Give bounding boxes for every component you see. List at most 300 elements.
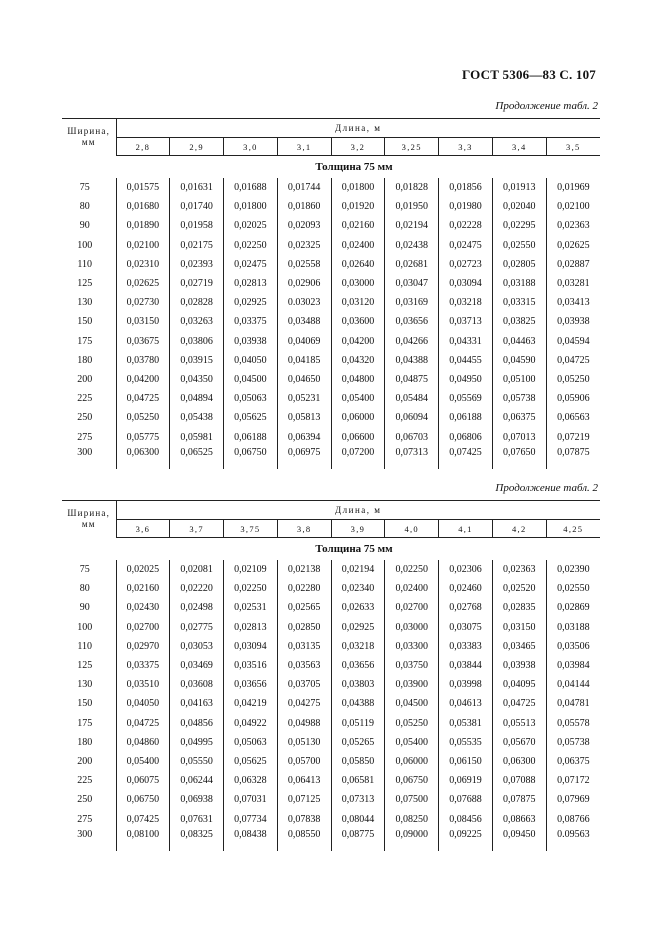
volume-cell: 0,01800 — [224, 197, 278, 216]
volume-cell: 0,04185 — [277, 351, 331, 370]
width-cell: 300 — [77, 446, 93, 458]
volume-cell: 0,02400 — [385, 579, 439, 598]
volume-cell: 0,07875 — [546, 447, 600, 469]
length-value-header: 3,9 — [331, 520, 385, 538]
table-row — [62, 197, 600, 216]
length-value-header: 2,8 — [116, 138, 170, 156]
width-cell: 200 — [77, 373, 93, 385]
length-header: Длина, м — [116, 119, 600, 138]
width-cell: 175 — [77, 335, 93, 347]
volume-cell: 0,04388 — [331, 694, 385, 713]
volume-cell: 0,06938 — [170, 790, 224, 809]
volume-cell: 0,04725 — [546, 351, 600, 370]
volume-cell: 0,03938 — [546, 312, 600, 331]
volume-cell: 0,07313 — [385, 447, 439, 469]
volume-cell: 0,02805 — [492, 255, 546, 274]
volume-cell: 0,07969 — [546, 790, 600, 809]
volume-cell: 0,02194 — [385, 216, 439, 235]
width-cell: 80 — [79, 201, 90, 213]
volume-cell: 0,06328 — [224, 771, 278, 790]
table-row — [62, 178, 600, 197]
table-row — [62, 656, 600, 675]
volume-cell: 0,05400 — [385, 733, 439, 752]
width-cell: 90 — [79, 602, 90, 614]
table-row — [62, 579, 600, 598]
volume-cell: 0,03713 — [439, 312, 493, 331]
width-cell: 225 — [77, 393, 93, 405]
volume-cell: 0,03094 — [439, 274, 493, 293]
volume-cell: 0,01969 — [546, 178, 600, 197]
volume-cell: 0,03563 — [277, 656, 331, 675]
volume-cell: 0,09000 — [385, 829, 439, 851]
volume-cell: 0,08250 — [385, 809, 439, 828]
table-row — [62, 771, 600, 790]
volume-cell: 0,04350 — [170, 370, 224, 389]
volume-cell: 0,05438 — [170, 408, 224, 427]
volume-cell: 0,03656 — [331, 656, 385, 675]
volume-cell: 0,06188 — [224, 427, 278, 446]
volume-cell: 0,04725 — [116, 389, 170, 408]
volume-cell: 0,02025 — [116, 560, 170, 579]
volume-cell: 0,02835 — [492, 598, 546, 617]
volume-cell: 0,04725 — [116, 714, 170, 733]
table-row — [62, 809, 600, 828]
table-row — [62, 216, 600, 235]
table-row — [62, 714, 600, 733]
width-cell: 130 — [77, 679, 93, 691]
length-value-header: 3,1 — [277, 138, 331, 156]
volume-cell: 0,02363 — [546, 216, 600, 235]
volume-cell: 0,03150 — [116, 312, 170, 331]
table-row — [62, 790, 600, 809]
table-row — [62, 293, 600, 312]
volume-cell: 0,03938 — [224, 332, 278, 351]
table-row — [62, 637, 600, 656]
volume-cell: 0,05484 — [385, 389, 439, 408]
volume-cell: 0,02295 — [492, 216, 546, 235]
volume-cell: 0,06000 — [331, 408, 385, 427]
volume-cell: 0,06563 — [546, 408, 600, 427]
width-cell: 180 — [77, 736, 93, 748]
volume-cell: 0,06581 — [331, 771, 385, 790]
length-value-header: 3,0 — [224, 138, 278, 156]
volume-cell: 0,01920 — [331, 197, 385, 216]
width-cell: 275 — [77, 813, 93, 825]
table-row — [62, 312, 600, 331]
volume-cell: 0,06375 — [492, 408, 546, 427]
volume-cell: 0,02906 — [277, 274, 331, 293]
volume-cell: 0,02565 — [277, 598, 331, 617]
volume-cell: 0,04163 — [170, 694, 224, 713]
volume-cell: 0,03900 — [385, 675, 439, 694]
volume-cell: 0,05775 — [116, 427, 170, 446]
volume-cell: 0,05119 — [331, 714, 385, 733]
volume-cell: 0,08550 — [277, 829, 331, 851]
length-value-header: 3,8 — [277, 520, 331, 538]
volume-cell: 0,02625 — [546, 236, 600, 255]
volume-cell: 0,06244 — [170, 771, 224, 790]
volume-cell: 0,04200 — [331, 332, 385, 351]
volume-cell: 0,05063 — [224, 733, 278, 752]
volume-cell: 0,04455 — [439, 351, 493, 370]
volume-cell: 0,05100 — [492, 370, 546, 389]
volume-cell: 0,02460 — [439, 579, 493, 598]
volume-cell: 0,05578 — [546, 714, 600, 733]
volume-cell: 0,03135 — [277, 637, 331, 656]
volume-cell: 0,02438 — [385, 236, 439, 255]
volume-cell: 0,02310 — [116, 255, 170, 274]
volume-cell: 0,02550 — [492, 236, 546, 255]
volume-cell: 0,02138 — [277, 560, 331, 579]
volume-cell: 0,03984 — [546, 656, 600, 675]
width-cell: 225 — [77, 775, 93, 787]
volume-cell: 0,08775 — [331, 829, 385, 851]
volume-cell: 0,05700 — [277, 752, 331, 771]
volume-cell: 0,04781 — [546, 694, 600, 713]
volume-cell: 0,05813 — [277, 408, 331, 427]
volume-cell: 0,08044 — [331, 809, 385, 828]
volume-cell: 0,07031 — [224, 790, 278, 809]
volume-cell: 0,01958 — [170, 216, 224, 235]
volume-cell: 0,04275 — [277, 694, 331, 713]
volume-cell: 0,02325 — [277, 236, 331, 255]
width-cell: 200 — [77, 755, 93, 767]
volume-cell: 0,09450 — [492, 829, 546, 851]
volume-cell: 0,06750 — [116, 790, 170, 809]
length-value-header: 4,25 — [546, 520, 600, 538]
volume-cell: 0,03656 — [224, 675, 278, 694]
volume-cell: 0,02531 — [224, 598, 278, 617]
volume-cell: 0,04050 — [116, 694, 170, 713]
volume-cell: 0,03516 — [224, 656, 278, 675]
volume-cell: 0,05981 — [170, 427, 224, 446]
volume-cell: 0,04860 — [116, 733, 170, 752]
volume-cell: 0,04590 — [492, 351, 546, 370]
volume-cell: 0,03488 — [277, 312, 331, 331]
volume-cell: 0,03150 — [492, 618, 546, 637]
volume-cell: 0,02220 — [170, 579, 224, 598]
volume-cell: 0,01860 — [277, 197, 331, 216]
volume-cell: 0,07425 — [439, 447, 493, 469]
volume-cell: 0,04500 — [385, 694, 439, 713]
volume-cell: 0,06375 — [546, 752, 600, 771]
volume-cell: 0,02775 — [170, 618, 224, 637]
volume-cell: 0,04725 — [492, 694, 546, 713]
volume-cell: 0,06919 — [439, 771, 493, 790]
length-value-header: 4,1 — [439, 520, 493, 538]
volume-cell: 0,06750 — [224, 447, 278, 469]
volume-cell: 0,02550 — [546, 579, 600, 598]
volume-cell: 0,05535 — [439, 733, 493, 752]
volume-cell: 0,07125 — [277, 790, 331, 809]
volume-cell: 0,03300 — [385, 637, 439, 656]
volume-cell: 0,06750 — [385, 771, 439, 790]
volume-cell: 0,01688 — [224, 178, 278, 197]
volume-cell: 0,05569 — [439, 389, 493, 408]
volume-cell: 0,05625 — [224, 752, 278, 771]
volume-cell: 0,07631 — [170, 809, 224, 828]
width-cell: 90 — [79, 220, 90, 232]
width-cell: 150 — [77, 698, 93, 710]
volume-cell: 0,07219 — [546, 427, 600, 446]
volume-cell: 0,06075 — [116, 771, 170, 790]
volume-cell: 0,03383 — [439, 637, 493, 656]
volume-cell: 0,03188 — [546, 618, 600, 637]
volume-cell: 0,08438 — [224, 829, 278, 851]
table-row — [62, 675, 600, 694]
continuation-note-2: Продолжение табл. 2 — [495, 482, 598, 494]
volume-cell: 0,06094 — [385, 408, 439, 427]
volume-cell: 0,01950 — [385, 197, 439, 216]
volume-cell: 0,02719 — [170, 274, 224, 293]
volume-cell: 0,05231 — [277, 389, 331, 408]
volume-cell: 0,03469 — [170, 656, 224, 675]
volume-cell: 0,02723 — [439, 255, 493, 274]
volume-cell: 0,01575 — [116, 178, 170, 197]
volume-cell: 0,03803 — [331, 675, 385, 694]
volume-cell: 0,02558 — [277, 255, 331, 274]
length-value-header: 4,2 — [492, 520, 546, 538]
volume-cell: 0,05130 — [277, 733, 331, 752]
volume-cell: 0,05513 — [492, 714, 546, 733]
volume-cell: 0,03938 — [492, 656, 546, 675]
volume-cell: 0,08456 — [439, 809, 493, 828]
volume-cell: 0,02040 — [492, 197, 546, 216]
volume-cell: 0,06703 — [385, 427, 439, 446]
volume-table-2 — [62, 500, 600, 851]
table-row — [62, 274, 600, 293]
volume-cell: 0,08663 — [492, 809, 546, 828]
volume-cell: 0,02250 — [224, 236, 278, 255]
volume-cell: 0,07734 — [224, 809, 278, 828]
volume-cell: 0,02828 — [170, 293, 224, 312]
volume-cell: 0,06300 — [116, 447, 170, 469]
volume-cell: 0,08325 — [170, 829, 224, 851]
volume-cell: 0,05906 — [546, 389, 600, 408]
volume-cell: 0,03600 — [331, 312, 385, 331]
volume-cell: 0,03000 — [385, 618, 439, 637]
volume-cell: 0,03263 — [170, 312, 224, 331]
volume-cell: 0,01980 — [439, 197, 493, 216]
volume-cell: 0,08766 — [546, 809, 600, 828]
volume-cell: 0,02768 — [439, 598, 493, 617]
volume-cell: 0,03608 — [170, 675, 224, 694]
volume-cell: 0,05250 — [385, 714, 439, 733]
table-row — [62, 332, 600, 351]
volume-cell: 0,02700 — [116, 618, 170, 637]
table-row — [62, 598, 600, 617]
volume-cell: 0,01740 — [170, 197, 224, 216]
width-cell: 100 — [77, 239, 93, 251]
volume-cell: 0,02730 — [116, 293, 170, 312]
volume-cell: 0,02228 — [439, 216, 493, 235]
width-cell: 125 — [77, 660, 93, 672]
volume-cell: 0,04894 — [170, 389, 224, 408]
volume-cell: 0,04500 — [224, 370, 278, 389]
volume-cell: 0,01856 — [439, 178, 493, 197]
volume-cell: 0,03218 — [439, 293, 493, 312]
table-row — [62, 236, 600, 255]
volume-cell: 0,02393 — [170, 255, 224, 274]
table-row — [62, 408, 600, 427]
table-row — [62, 618, 600, 637]
volume-cell: 0,05400 — [331, 389, 385, 408]
volume-cell: 0,07313 — [331, 790, 385, 809]
volume-cell: 0,07172 — [546, 771, 600, 790]
volume-cell: 0,03218 — [331, 637, 385, 656]
volume-cell: 0,02475 — [224, 255, 278, 274]
volume-cell: 0,07425 — [116, 809, 170, 828]
volume-cell: 0,08100 — [116, 829, 170, 851]
volume-cell: 0,07200 — [331, 447, 385, 469]
table-row — [62, 389, 600, 408]
width-cell: 300 — [77, 828, 93, 840]
width-cell: 180 — [77, 354, 93, 366]
volume-table-1 — [62, 118, 600, 469]
volume-cell: 0,03825 — [492, 312, 546, 331]
volume-cell: 0,02430 — [116, 598, 170, 617]
volume-cell: 0,05550 — [170, 752, 224, 771]
volume-cell: 0,04200 — [116, 370, 170, 389]
volume-cell: 0,04388 — [385, 351, 439, 370]
volume-cell: 0,05265 — [331, 733, 385, 752]
length-value-header: 3,25 — [385, 138, 439, 156]
table-row — [62, 370, 600, 389]
volume-cell: 0,04095 — [492, 675, 546, 694]
volume-cell: 0,02280 — [277, 579, 331, 598]
width-cell: 75 — [79, 182, 90, 194]
volume-cell: 0,04950 — [439, 370, 493, 389]
volume-cell: 0,02887 — [546, 255, 600, 274]
width-cell: 110 — [77, 640, 93, 652]
volume-cell: 0,02160 — [331, 216, 385, 235]
volume-cell: 0,06975 — [277, 447, 331, 469]
volume-cell: 0,05670 — [492, 733, 546, 752]
volume-cell: 0,01800 — [331, 178, 385, 197]
width-cell: 100 — [77, 621, 93, 633]
volume-cell: 0,03281 — [546, 274, 600, 293]
table-row — [62, 733, 600, 752]
width-cell: 275 — [77, 431, 93, 443]
volume-cell: 0,06394 — [277, 427, 331, 446]
volume-cell: 0,02498 — [170, 598, 224, 617]
width-cell: 150 — [77, 316, 93, 328]
volume-cell: 0,04856 — [170, 714, 224, 733]
volume-cell: 0,05625 — [224, 408, 278, 427]
length-value-header: 3,4 — [492, 138, 546, 156]
volume-cell: 0,07013 — [492, 427, 546, 446]
volume-cell: 0,02025 — [224, 216, 278, 235]
volume-cell: 0,03375 — [116, 656, 170, 675]
page-header: ГОСТ 5306—83 С. 107 — [462, 67, 596, 82]
table-row — [62, 752, 600, 771]
volume-cell: 0,01680 — [116, 197, 170, 216]
volume-cell: 0,09225 — [439, 829, 493, 851]
volume-cell: 0,02160 — [116, 579, 170, 598]
volume-cell: 0,02400 — [331, 236, 385, 255]
volume-cell: 0,03506 — [546, 637, 600, 656]
volume-cell: 0,02093 — [277, 216, 331, 235]
volume-cell: 0,05850 — [331, 752, 385, 771]
section-title: Толщина 75 мм — [315, 543, 393, 555]
volume-cell: 0,04320 — [331, 351, 385, 370]
volume-cell: 0,04922 — [224, 714, 278, 733]
volume-cell: 0,03375 — [224, 312, 278, 331]
volume-cell: 0,02306 — [439, 560, 493, 579]
volume-cell: 0,03120 — [331, 293, 385, 312]
table-row — [62, 351, 600, 370]
volume-cell: 0.03023 — [277, 293, 331, 312]
length-value-header: 3,2 — [331, 138, 385, 156]
volume-cell: 0,04050 — [224, 351, 278, 370]
volume-cell: 0,03806 — [170, 332, 224, 351]
volume-cell: 0,06000 — [385, 752, 439, 771]
volume-cell: 0,02175 — [170, 236, 224, 255]
length-value-header: 3,6 — [116, 520, 170, 538]
volume-cell: 0,03169 — [385, 293, 439, 312]
volume-cell: 0,02850 — [277, 618, 331, 637]
volume-cell: 0,02925 — [331, 618, 385, 637]
volume-cell: 0,03047 — [385, 274, 439, 293]
volume-cell: 0,03465 — [492, 637, 546, 656]
volume-cell: 0,03510 — [116, 675, 170, 694]
volume-cell: 0,02633 — [331, 598, 385, 617]
volume-cell: 0,02813 — [224, 618, 278, 637]
volume-cell: 0,03656 — [385, 312, 439, 331]
volume-cell: 0,05400 — [116, 752, 170, 771]
volume-cell: 0,04875 — [385, 370, 439, 389]
volume-cell: 0,02475 — [439, 236, 493, 255]
volume-cell: 0,07838 — [277, 809, 331, 828]
table-row — [62, 829, 600, 851]
volume-cell: 0,02869 — [546, 598, 600, 617]
volume-cell: 0,02925 — [224, 293, 278, 312]
volume-cell: 0,02390 — [546, 560, 600, 579]
volume-cell: 0,05738 — [546, 733, 600, 752]
volume-cell: 0,06600 — [331, 427, 385, 446]
volume-cell: 0,05250 — [116, 408, 170, 427]
volume-cell: 0,02081 — [170, 560, 224, 579]
volume-cell: 0,04463 — [492, 332, 546, 351]
volume-cell: 0,07088 — [492, 771, 546, 790]
volume-cell: 0,06300 — [492, 752, 546, 771]
volume-cell: 0,07875 — [492, 790, 546, 809]
volume-cell: 0,02250 — [224, 579, 278, 598]
volume-cell: 0,03998 — [439, 675, 493, 694]
table-row — [62, 694, 600, 713]
volume-cell: 0,02625 — [116, 274, 170, 293]
volume-cell: 0,07688 — [439, 790, 493, 809]
volume-cell: 0,01828 — [385, 178, 439, 197]
volume-cell: 0,02340 — [331, 579, 385, 598]
length-value-header: 4,0 — [385, 520, 439, 538]
volume-cell: 0,03315 — [492, 293, 546, 312]
volume-cell: 0.09563 — [546, 829, 600, 851]
volume-cell: 0,02700 — [385, 598, 439, 617]
volume-cell: 0,02363 — [492, 560, 546, 579]
table-row — [62, 427, 600, 446]
volume-cell: 0,03675 — [116, 332, 170, 351]
volume-cell: 0,04988 — [277, 714, 331, 733]
volume-cell: 0,06413 — [277, 771, 331, 790]
length-header: Длина, м — [116, 501, 600, 520]
volume-cell: 0,06806 — [439, 427, 493, 446]
volume-cell: 0,05738 — [492, 389, 546, 408]
volume-cell: 0,05250 — [546, 370, 600, 389]
volume-cell: 0,07650 — [492, 447, 546, 469]
volume-cell: 0,03844 — [439, 656, 493, 675]
volume-cell: 0,02109 — [224, 560, 278, 579]
